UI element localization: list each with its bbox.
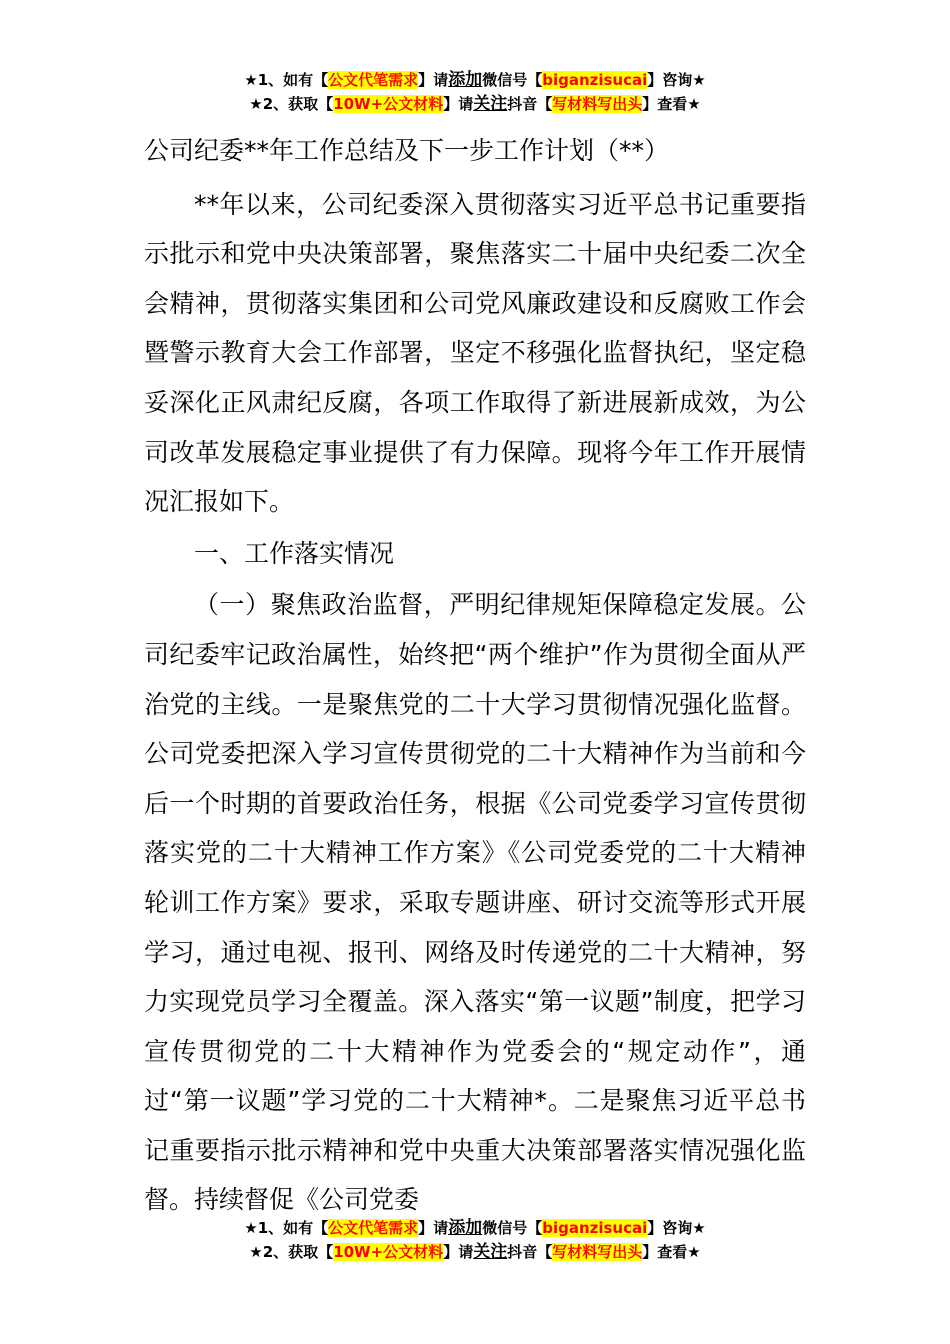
promo-highlight: 公文代笔需求 [328, 71, 419, 89]
promo-highlight: 写材料写出头 [552, 95, 643, 113]
promo-highlight: biganzisucai [542, 1219, 648, 1237]
promo-line-1: ★1、如有【公文代笔需求】请添加微信号【biganzisucai】咨询★ [244, 1218, 706, 1238]
section-paragraph: （一）聚焦政治监督，严明纪律规矩保障稳定发展。公司纪委牢记政治属性，始终把“两个维护”作为贯彻全面从严治党的主线。一是聚焦党的二十大学习贯彻情况强化监督。公司党委把深入学习宣传贯彻党的二十大精神作为当前和今后一个时期的首要政治任务，根据《公司党委学习宣传贯彻落实党的二十大精神工作方案》《公司党委党的二十大精神轮训工作方案》要求，采取专题讲座、研讨交流等形式开展学习，通过电视、报刊、网络及时传递党的二十大精神，努力实现党员学习全覆盖。深入落实“第一议题”制度，把学习宣传贯彻党的二十大精神作为党委会的“规定动作”，通过“第一议题”学习党的二十大精神*。二是聚焦习近平总书记重要指示批示精神和党中央重大决策部署落实情况强化监督。持续督促《公司党委 [144, 590, 806, 1215]
intro-paragraph: **年以来，公司纪委深入贯彻落实习近平总书记重要指示批示和党中央决策部署，聚焦落实二十届中央纪委二次全会精神，贯彻落实集团和公司党风廉政建设和反腐败工作会暨警示教育大会工作部署，坚定不移强化监督执纪，坚定稳妥深化正风肃纪反腐，各项工作取得了新进展新成效，为公司改革发展稳定事业提供了有力保障。现将今年工作开展情况汇报如下。 [144, 189, 806, 517]
promo-highlight: 公文代笔需求 [328, 1219, 419, 1237]
promo-highlight: 10W+公文材料 [333, 1243, 444, 1261]
promo-highlight: biganzisucai [542, 71, 648, 89]
promo-highlight: 10W+公文材料 [333, 95, 444, 113]
promo-line-1: ★1、如有【公文代笔需求】请添加微信号【biganzisucai】咨询★ [244, 70, 706, 90]
promo-line-2: ★2、获取【10W+公文材料】请关注抖音【写材料写出头】查看★ [249, 1242, 701, 1262]
document-title: 公司纪委**年工作总结及下一步工作计划（**） [144, 136, 670, 165]
document-body [144, 126, 806, 1225]
promo-line-2: ★2、获取【10W+公文材料】请关注抖音【写材料写出头】查看★ [249, 94, 701, 114]
top-promo-banner [0, 68, 950, 116]
promo-highlight: 写材料写出头 [552, 1243, 643, 1261]
section-heading: 一、工作落实情况 [194, 538, 395, 568]
bottom-promo-banner [0, 1216, 950, 1264]
